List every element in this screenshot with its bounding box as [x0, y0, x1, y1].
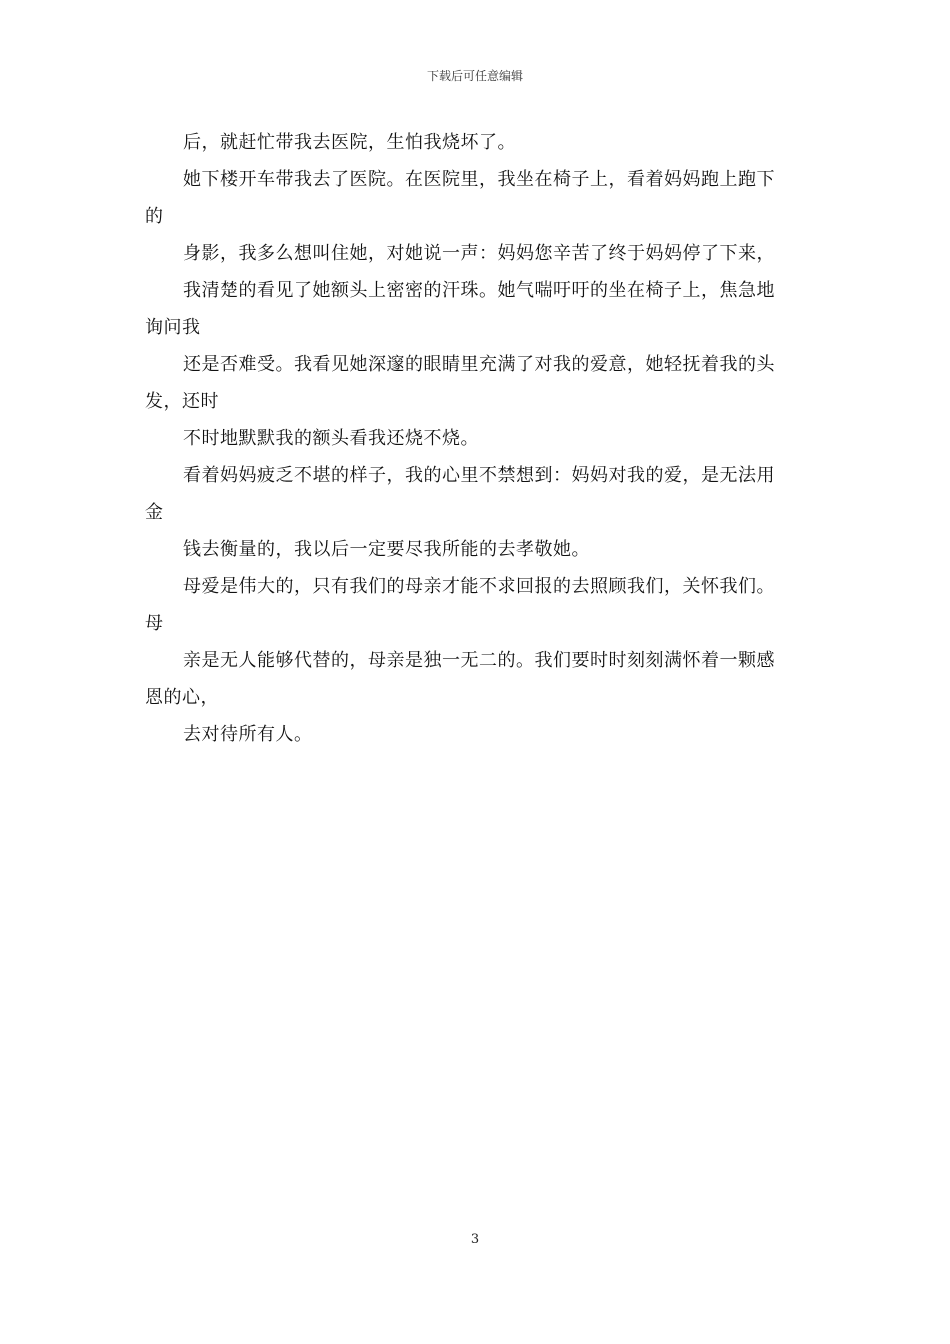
- text-line: 不时地默默我的额头看我还烧不烧。: [183, 428, 479, 449]
- text-line: 询问我: [145, 317, 201, 338]
- text-line: 去对待所有人。: [183, 724, 313, 745]
- text-line: 恩的心，: [145, 687, 219, 708]
- page-header-note: 下载后可任意编辑: [426, 69, 523, 83]
- text-line: 后，就赶忙带我去医院，生怕我烧坏了。: [183, 132, 516, 153]
- document-body: [145, 124, 810, 753]
- text-line: 母: [145, 613, 164, 634]
- text-line: 身影，我多么想叫住她，对她说一声：妈妈您辛苦了终于妈妈停了下来，: [183, 243, 775, 264]
- text-line: 我清楚的看见了她额头上密密的汗珠。她气喘吁吁的坐在椅子上，焦急地: [183, 280, 775, 301]
- text-line: 钱去衡量的，我以后一定要尽我所能的去孝敬她。: [183, 539, 590, 560]
- text-line: 亲是无人能够代替的，母亲是独一无二的。我们要时时刻刻满怀着一颗感: [183, 650, 775, 671]
- text-line: 看着妈妈疲乏不堪的样子，我的心里不禁想到：妈妈对我的爱，是无法用: [183, 465, 775, 486]
- text-line: 发，还时: [145, 391, 219, 412]
- text-line: 金: [145, 502, 164, 523]
- text-line: 母爱是伟大的，只有我们的母亲才能不求回报的去照顾我们，关怀我们。: [183, 576, 775, 597]
- text-line: 她下楼开车带我去了医院。在医院里，我坐在椅子上，看着妈妈跑上跑下: [183, 169, 775, 190]
- text-line: 的: [145, 206, 164, 227]
- page-number: 3: [470, 1232, 480, 1247]
- text-line: 还是否难受。我看见她深邃的眼睛里充满了对我的爱意，她轻抚着我的头: [183, 354, 775, 375]
